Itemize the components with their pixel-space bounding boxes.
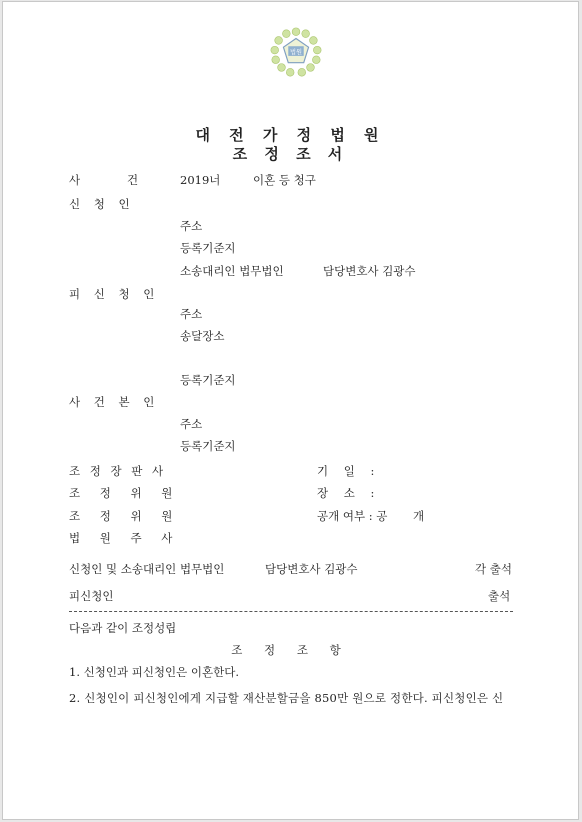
- chief-judge-label: 조 정 장 판 사: [69, 464, 167, 478]
- case-label-b: 건: [127, 173, 139, 187]
- divider: [69, 611, 513, 612]
- public-label: 공개 여부 : 공: [317, 509, 388, 523]
- respondent-label: 피 신 청 인: [69, 287, 160, 301]
- attendance-status-1: 각 출석: [475, 562, 512, 576]
- attendance-status-2: 출석: [488, 589, 511, 603]
- attendance-respondent: 피신청인: [69, 589, 114, 603]
- petitioner-registered: 등록기준지: [180, 241, 236, 255]
- mediator-2-label: 조 정 위 원: [69, 509, 181, 523]
- case-label-a: 사: [69, 173, 81, 187]
- petitioner-address: 주소: [180, 219, 203, 233]
- document-page: [2, 1, 579, 820]
- petitioner-agent: 소송대리인 법무법인: [180, 264, 284, 278]
- court-emblem-icon: [267, 24, 325, 82]
- public-value: 개: [413, 509, 425, 523]
- document-title: 조 정 조 서: [232, 145, 349, 163]
- respondent-address: 주소: [180, 307, 203, 321]
- case-name: 이혼 등 청구: [253, 173, 316, 187]
- agreement-intro: 다음과 같이 조정성립: [69, 621, 177, 635]
- court-name: 대 전 가 정 법 원: [195, 126, 386, 144]
- case-year: 2019너: [180, 173, 221, 187]
- respondent-registered: 등록기준지: [180, 373, 236, 387]
- principal-address: 주소: [180, 417, 203, 431]
- date-label: 기 일 :: [317, 464, 381, 478]
- attendance-attorney: 담당변호사 김광수: [265, 562, 358, 576]
- petitioner-attorney: 담당변호사 김광수: [323, 264, 416, 278]
- section-title: 조 정 조 항: [231, 643, 350, 657]
- principal-registered: 등록기준지: [180, 439, 236, 453]
- clause-2: 2. 신청인이 피신청인에게 지급할 재산분할금을 850만 원으로 정한다. 피신청인은 신: [69, 691, 504, 705]
- court-clerk-label: 법 원 주 사: [69, 531, 181, 545]
- clause-1: 1. 신청인과 피신청인은 이혼한다.: [69, 665, 240, 679]
- petitioner-label: 신 청 인: [69, 197, 135, 211]
- mediator-1-label: 조 정 위 원: [69, 486, 181, 500]
- principal-label: 사 건 본 인: [69, 395, 160, 409]
- respondent-delivery: 송달장소: [180, 329, 225, 343]
- place-label: 장 소 :: [317, 486, 381, 500]
- attendance-petitioner: 신청인 및 소송대리인 법무법인: [69, 562, 225, 576]
- emblem-text: 법원: [289, 48, 303, 56]
